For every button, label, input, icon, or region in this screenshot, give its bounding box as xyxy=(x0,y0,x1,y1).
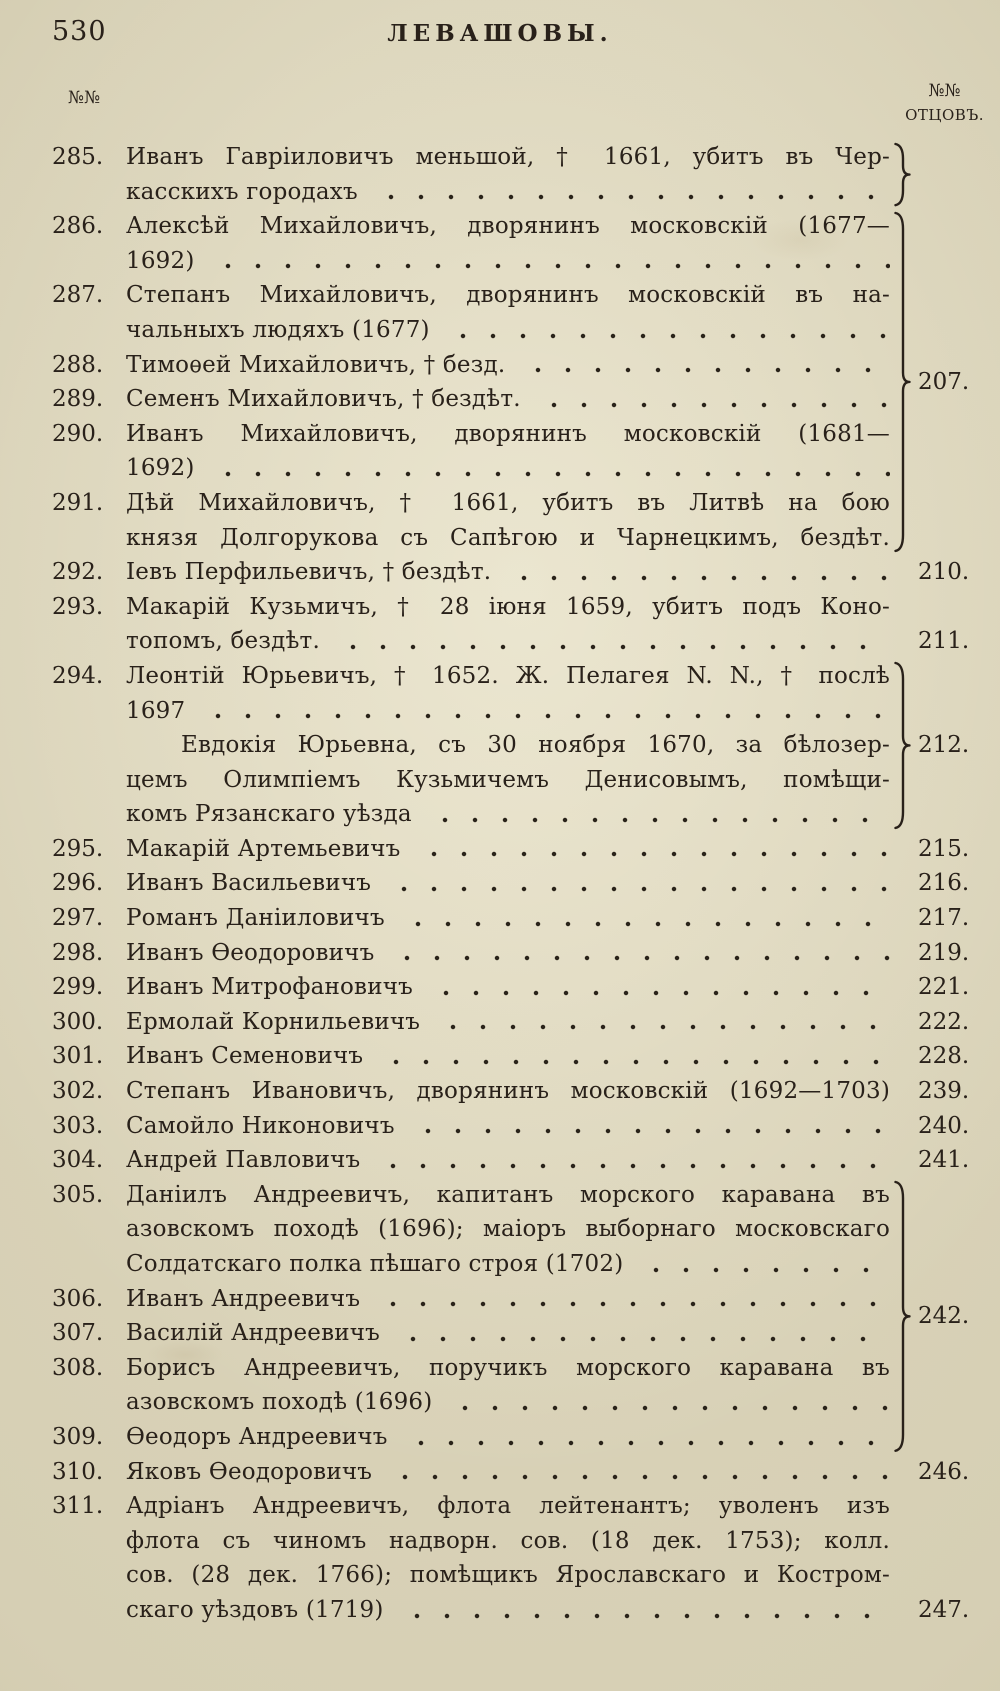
entry-body xyxy=(126,382,986,417)
entry-text: Романъ Даніиловичъ xyxy=(126,905,385,932)
entry-number: 292. xyxy=(52,559,104,586)
father-number: 246. xyxy=(918,1458,970,1485)
entry-line xyxy=(126,521,986,556)
dot-leader xyxy=(444,1385,890,1420)
entry-line xyxy=(126,1420,986,1455)
entry-text: Иванъ Андреевичъ xyxy=(126,1285,361,1312)
entry-text: Ѳеодоръ Андреевичъ xyxy=(126,1423,388,1450)
entry-line xyxy=(126,1489,986,1524)
father-number: 247. xyxy=(918,1596,970,1623)
entry-row xyxy=(52,970,986,1005)
entry-line xyxy=(126,1282,986,1317)
entry-number: 302. xyxy=(52,1078,104,1105)
dot-leader xyxy=(375,1039,890,1074)
entry-number: 291. xyxy=(52,489,104,516)
entry-row xyxy=(52,382,986,417)
entry-line xyxy=(126,624,986,659)
dot-leader xyxy=(517,348,890,383)
entry-number: 295. xyxy=(52,835,104,862)
entry-line xyxy=(126,970,986,1005)
entry-text: касскихъ городахъ xyxy=(126,178,358,205)
entry-text: Алексѣй Михайловичъ, дворянинъ московскій (1677— xyxy=(126,213,890,240)
entry-body xyxy=(126,1039,986,1074)
entry-text: цемъ Олимпіемъ Кузьмичемъ Денисовымъ, помѣщи- xyxy=(126,766,890,793)
entry-number: 296. xyxy=(52,870,104,897)
entry-line xyxy=(126,555,986,590)
entry-line xyxy=(126,1005,986,1040)
entry-row xyxy=(52,590,986,659)
entry-number: 294. xyxy=(52,662,104,689)
entry-number: 298. xyxy=(52,939,104,966)
entry-line xyxy=(126,278,986,313)
dot-leader xyxy=(207,451,890,486)
entry-text: Макарій Артемьевичъ xyxy=(126,835,401,862)
entry-line xyxy=(126,832,986,867)
entry-body xyxy=(126,417,986,486)
dot-leader xyxy=(372,1143,890,1178)
entry-body xyxy=(126,832,986,867)
entry-body xyxy=(126,659,986,832)
father-number: 211. xyxy=(918,628,970,655)
entry-row xyxy=(52,1074,986,1109)
father-number: 219. xyxy=(918,939,970,966)
entry-text: Тимоѳей Михайловичъ, † безд. xyxy=(126,351,506,378)
entry-body xyxy=(126,1143,986,1178)
entry-text: сов. (28 дек. 1766); помѣщикъ Ярославскаго и Костром- xyxy=(126,1562,890,1589)
entry-body xyxy=(126,866,986,901)
dot-leader xyxy=(383,866,890,901)
entry-line xyxy=(126,209,986,244)
entry-number: 306. xyxy=(52,1285,104,1312)
page-number: 530 xyxy=(52,16,107,47)
dot-leader xyxy=(332,624,890,659)
entry-row xyxy=(52,1316,986,1351)
entry-body xyxy=(126,970,986,1005)
dot-leader xyxy=(400,1420,890,1455)
entry-line xyxy=(126,382,986,417)
entry-text: чальныхъ людяхъ (1677) xyxy=(126,316,430,343)
dot-leader xyxy=(397,901,890,936)
entry-text: Степанъ Михайловичъ, дворянинъ московскій въ на- xyxy=(126,282,890,309)
entry-text: Макарій Кузьмичъ, † 28 іюня 1659, убитъ подъ Коно- xyxy=(126,593,890,620)
entry-text: флота съ чиномъ надворн. сов. (18 дек. 1753); колл. xyxy=(126,1527,890,1554)
entry-line xyxy=(126,486,986,521)
numbers-column-header: №№ xyxy=(68,88,101,108)
entry-row xyxy=(52,209,986,278)
fathers-column-header-line1: №№ xyxy=(928,81,961,101)
fathers-number-group-label: 212. xyxy=(918,732,970,759)
dot-leader xyxy=(432,1005,890,1040)
entry-row xyxy=(52,936,986,971)
dot-leader xyxy=(197,694,890,729)
entry-row xyxy=(52,1178,986,1282)
entry-line xyxy=(126,1143,986,1178)
father-number: 216. xyxy=(918,870,970,897)
entry-row xyxy=(52,140,986,209)
dot-leader xyxy=(372,1282,890,1317)
entry-number: 285. xyxy=(52,144,104,170)
entry-line xyxy=(126,1212,986,1247)
entry-text: топомъ, бездѣт. xyxy=(126,628,320,655)
entry-number: 305. xyxy=(52,1181,104,1208)
entry-text: Леонтій Юрьевичъ, † 1652. Ж. Пелагея N. N., † послѣ xyxy=(126,662,890,689)
father-number: 241. xyxy=(918,1147,970,1174)
dot-leader xyxy=(207,244,890,279)
dot-leader xyxy=(384,1455,890,1490)
entry-text: 1692) xyxy=(126,455,195,482)
entry-text: Василій Андреевичъ xyxy=(126,1320,381,1347)
entry-line xyxy=(126,1524,986,1559)
entry-body xyxy=(126,901,986,936)
entry-text: Ермолай Корнильевичъ xyxy=(126,1008,421,1035)
dot-leader xyxy=(425,970,890,1005)
dot-leader xyxy=(370,175,890,210)
entry-text: азовскомъ походѣ (1696) xyxy=(126,1389,433,1416)
entry-number: 293. xyxy=(52,593,104,620)
entry-row xyxy=(52,659,986,832)
entry-text: комъ Рязанскаго уѣзда xyxy=(126,801,412,828)
father-number: 239. xyxy=(918,1078,970,1105)
entry-body xyxy=(126,936,986,971)
entry-line xyxy=(126,1074,986,1109)
father-number: 222. xyxy=(918,1008,970,1035)
entry-number: 300. xyxy=(52,1008,104,1035)
entry-line xyxy=(126,140,986,175)
entry-text: Степанъ Ивановичъ, дворянинъ московскій (1692—1703) xyxy=(126,1078,890,1105)
entry-text: Даніилъ Андреевичъ, капитанъ морского каравана въ xyxy=(126,1181,890,1208)
entry-line xyxy=(126,866,986,901)
fathers-number-group-label: 242. xyxy=(918,1303,970,1330)
entry-line xyxy=(126,1558,986,1593)
entry-text: Яковъ Ѳеодоровичъ xyxy=(126,1458,373,1485)
entry-number: 310. xyxy=(52,1458,104,1485)
dot-leader xyxy=(392,1316,890,1351)
entry-text: Андрей Павловичъ xyxy=(126,1147,361,1174)
entry-line xyxy=(126,1178,986,1213)
entry-line xyxy=(126,348,986,383)
entry-row xyxy=(52,486,986,555)
dot-leader xyxy=(407,1109,890,1144)
entry-row xyxy=(52,348,986,383)
entry-text: 1697 xyxy=(126,697,186,724)
entry-number: 289. xyxy=(52,386,104,413)
entry-line xyxy=(126,659,986,694)
entry-row xyxy=(52,1005,986,1040)
entry-text: Евдокія Юрьевна, съ 30 ноября 1670, за бѣлозер- xyxy=(181,732,890,759)
entry-number: 301. xyxy=(52,1043,104,1070)
entry-line xyxy=(126,1109,986,1144)
entry-body xyxy=(126,1420,986,1455)
entry-body xyxy=(126,209,986,278)
father-number: 221. xyxy=(918,974,970,1001)
entry-number: 299. xyxy=(52,974,104,1001)
entry-row xyxy=(52,1351,986,1420)
entry-text: скаго уѣздовъ (1719) xyxy=(126,1596,384,1623)
entry-text: Іевъ Перфильевичъ, † бездѣт. xyxy=(126,559,492,586)
entry-line xyxy=(126,313,986,348)
father-number: 217. xyxy=(918,905,970,932)
entry-row xyxy=(52,866,986,901)
entry-text: князя Долгорукова съ Сапѣгою и Чарнецкимъ, бездѣт. xyxy=(126,524,890,551)
fathers-column-header-line2: ОТЦОВЪ. xyxy=(905,106,984,125)
entry-row xyxy=(52,901,986,936)
entry-text: Самойло Никоновичъ xyxy=(126,1112,395,1139)
entry-row xyxy=(52,1420,986,1455)
entry-line xyxy=(126,694,986,729)
dot-leader xyxy=(413,832,891,867)
entry-body xyxy=(126,1178,986,1282)
entry-body xyxy=(126,1109,986,1144)
father-number: 210. xyxy=(918,559,970,586)
entry-row xyxy=(52,1109,986,1144)
entry-row xyxy=(52,832,986,867)
entry-row xyxy=(52,555,986,590)
entry-text: Семенъ Михайловичъ, † бездѣт. xyxy=(126,386,521,413)
entry-body xyxy=(126,1351,986,1420)
entry-body xyxy=(126,1316,986,1351)
entry-body xyxy=(126,1282,986,1317)
entry-number: 309. xyxy=(52,1423,104,1450)
entry-line xyxy=(126,763,986,798)
entry-line xyxy=(126,175,986,210)
entry-text: Иванъ Митрофановичъ xyxy=(126,974,413,1001)
entry-number: 304. xyxy=(52,1147,104,1174)
dot-leader xyxy=(503,555,890,590)
dot-leader xyxy=(396,1593,890,1628)
entry-row xyxy=(52,1143,986,1178)
entry-line xyxy=(126,451,986,486)
entry-body xyxy=(126,486,986,555)
entry-line xyxy=(126,936,986,971)
entry-text: 1692) xyxy=(126,247,195,274)
father-number: 215. xyxy=(918,835,970,862)
entry-text: Иванъ Семеновичъ xyxy=(126,1043,364,1070)
entry-line xyxy=(126,1385,986,1420)
entry-text: Иванъ Михайловичъ, дворянинъ московскій (1681— xyxy=(126,420,890,447)
entry-body xyxy=(126,555,986,590)
dot-leader xyxy=(533,382,890,417)
father-number: 228. xyxy=(918,1043,970,1070)
entry-row xyxy=(52,1489,986,1627)
entry-body xyxy=(126,278,986,347)
entry-row xyxy=(52,1039,986,1074)
entry-line xyxy=(126,1455,986,1490)
entry-body xyxy=(126,1074,986,1109)
entry-text: Иванъ Гавріиловичъ меньшой, † 1661, убитъ въ Чер- xyxy=(126,144,890,170)
entry-line xyxy=(126,1316,986,1351)
entry-line xyxy=(126,1039,986,1074)
entry-row xyxy=(52,278,986,347)
entry-row xyxy=(52,417,986,486)
entry-text: Борисъ Андреевичъ, поручикъ морского каравана въ xyxy=(126,1354,890,1381)
dot-leader xyxy=(442,313,890,348)
father-number: 240. xyxy=(918,1112,970,1139)
entry-number: 290. xyxy=(52,420,104,447)
page-title: ЛЕВАШОВЫ. xyxy=(387,20,613,47)
entry-body xyxy=(126,590,986,659)
entry-number: 287. xyxy=(52,282,104,309)
entry-number: 297. xyxy=(52,905,104,932)
entry-number: 307. xyxy=(52,1320,104,1347)
entry-row xyxy=(52,1282,986,1317)
entry-number: 286. xyxy=(52,213,104,240)
entry-line xyxy=(126,797,986,832)
entry-number: 303. xyxy=(52,1112,104,1139)
dot-leader xyxy=(635,1247,890,1282)
entry-line xyxy=(126,901,986,936)
entry-line xyxy=(126,244,986,279)
entry-body xyxy=(126,140,986,209)
entry-text: Дѣй Михайловичъ, † 1661, убитъ въ Литвѣ на бою xyxy=(126,489,890,516)
entry-number: 308. xyxy=(52,1354,104,1381)
entry-line xyxy=(126,417,986,452)
entry-body xyxy=(126,1455,986,1490)
entry-body xyxy=(126,348,986,383)
entry-number: 311. xyxy=(52,1493,104,1520)
dot-leader xyxy=(386,936,890,971)
entry-text: Солдатскаго полка пѣшаго строя (1702) xyxy=(126,1251,624,1277)
entry-number: 288. xyxy=(52,351,104,378)
entry-row xyxy=(52,1455,986,1490)
entry-text: Иванъ Ѳеодоровичъ xyxy=(126,939,375,966)
fathers-number-group-label: 207. xyxy=(918,369,970,396)
entry-line xyxy=(126,1351,986,1386)
entry-body xyxy=(126,1489,986,1627)
entry-line xyxy=(126,728,986,763)
entry-text: Адріанъ Андреевичъ, флота лейтенантъ; уволенъ изъ xyxy=(126,1493,890,1520)
entry-line xyxy=(126,1593,986,1628)
entry-text: азовскомъ походѣ (1696); маіоръ выборнаго московскаго xyxy=(126,1216,890,1243)
entry-body xyxy=(126,1005,986,1040)
entry-text: Иванъ Васильевичъ xyxy=(126,870,372,897)
dot-leader xyxy=(424,797,890,832)
entry-line xyxy=(126,1247,986,1282)
entry-line xyxy=(126,590,986,625)
